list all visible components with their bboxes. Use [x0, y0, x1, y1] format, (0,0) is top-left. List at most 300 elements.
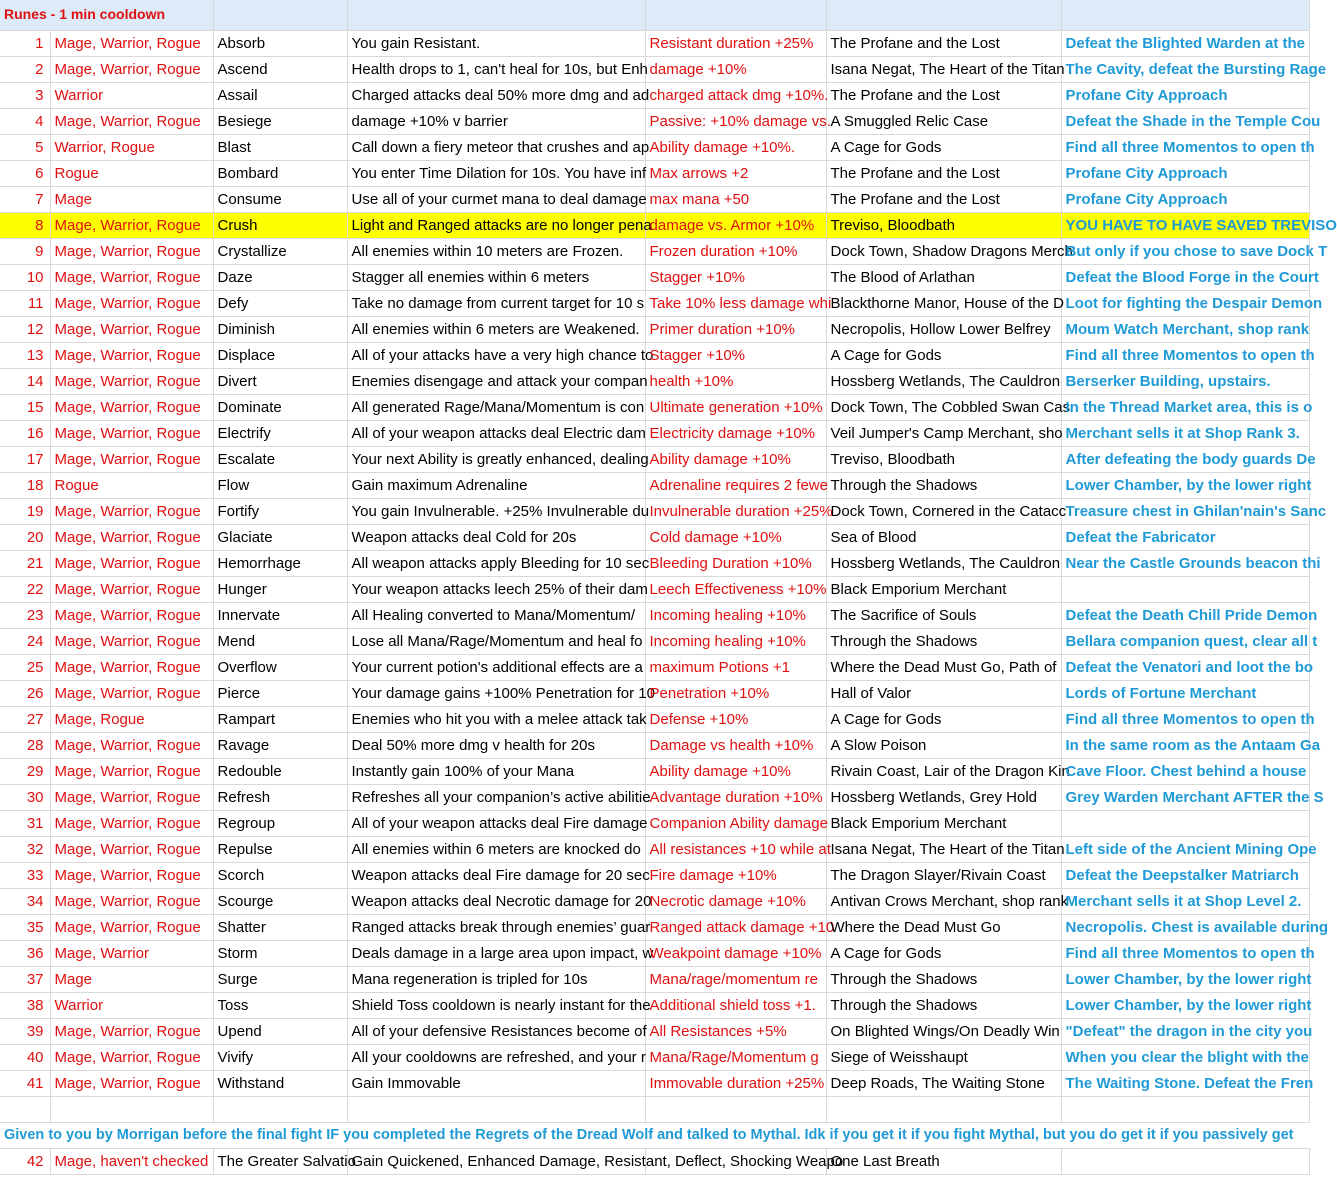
effect-cell[interactable]: damage +10% v barrier — [347, 108, 645, 134]
how-to-get-cell[interactable]: Defeat the Deepstalker Matriarch — [1061, 862, 1309, 888]
classes-cell[interactable]: Warrior — [50, 992, 213, 1018]
how-to-get-cell[interactable]: Cave Floor. Chest behind a house — [1061, 758, 1309, 784]
bonus-cell[interactable]: Damage vs health +10% — [645, 732, 826, 758]
row-number[interactable]: 13 — [0, 342, 50, 368]
how-to-get-cell[interactable]: Loot for fighting the Despair Demon — [1061, 290, 1309, 316]
classes-cell[interactable]: Mage, Warrior, Rogue — [50, 732, 213, 758]
bonus-cell[interactable]: damage +10% — [645, 56, 826, 82]
how-to-get-cell[interactable]: Find all three Momentos to open th — [1061, 706, 1309, 732]
location-cell[interactable]: The Sacrifice of Souls — [826, 602, 1061, 628]
rune-name-cell[interactable]: Crystallize — [213, 238, 347, 264]
effect-cell[interactable]: Refreshes all your companion’s active abilitie — [347, 784, 645, 810]
effect-cell[interactable]: All enemies within 10 meters are Frozen. — [347, 238, 645, 264]
rune-name-cell[interactable]: Rampart — [213, 706, 347, 732]
location-cell[interactable]: Veil Jumper's Camp Merchant, sho — [826, 420, 1061, 446]
row-number[interactable]: 20 — [0, 524, 50, 550]
location-cell[interactable]: Dock Town, The Cobbled Swan Cas — [826, 394, 1061, 420]
classes-cell[interactable]: Mage, Warrior, Rogue — [50, 524, 213, 550]
location-cell[interactable]: Isana Negat, The Heart of the Titan — [826, 56, 1061, 82]
effect-cell[interactable]: Health drops to 1, can't heal for 10s, but Enh — [347, 56, 645, 82]
row-number[interactable]: 32 — [0, 836, 50, 862]
location-cell[interactable]: A Slow Poison — [826, 732, 1061, 758]
location-cell[interactable]: Hossberg Wetlands, The Cauldron — [826, 550, 1061, 576]
row-number[interactable]: 38 — [0, 992, 50, 1018]
empty-cell[interactable] — [826, 1096, 1061, 1122]
classes-cell[interactable]: Mage, Warrior, Rogue — [50, 30, 213, 56]
row-number[interactable]: 42 — [0, 1148, 50, 1174]
location-cell[interactable]: The Profane and the Lost — [826, 186, 1061, 212]
classes-cell[interactable]: Mage, Warrior, Rogue — [50, 1070, 213, 1096]
classes-cell[interactable]: Mage, Warrior, Rogue — [50, 1044, 213, 1070]
effect-cell[interactable]: Take no damage from current target for 10 s — [347, 290, 645, 316]
row-number[interactable]: 11 — [0, 290, 50, 316]
how-to-get-cell[interactable]: But only if you chose to save Dock T — [1061, 238, 1309, 264]
rune-name-cell[interactable]: Assail — [213, 82, 347, 108]
row-number[interactable]: 24 — [0, 628, 50, 654]
row-number[interactable]: 35 — [0, 914, 50, 940]
how-to-get-cell[interactable]: When you clear the blight with the — [1061, 1044, 1309, 1070]
bonus-cell[interactable]: health +10% — [645, 368, 826, 394]
classes-cell[interactable]: Mage, Warrior, Rogue — [50, 654, 213, 680]
rune-name-cell[interactable]: Surge — [213, 966, 347, 992]
row-number[interactable]: 5 — [0, 134, 50, 160]
location-cell[interactable]: Dock Town, Shadow Dragons Merch — [826, 238, 1061, 264]
effect-cell[interactable]: Instantly gain 100% of your Mana — [347, 758, 645, 784]
bonus-cell[interactable]: max mana +50 — [645, 186, 826, 212]
morrigan-note[interactable]: Given to you by Morrigan before the final fight IF you completed the Regrets of the Dread Wolf and talked to Mythal. Idk if you get it if you fight Mythal, but you do get it if you passively get — [0, 1122, 1309, 1148]
effect-cell[interactable]: Charged attacks deal 50% more dmg and ad — [347, 82, 645, 108]
classes-cell[interactable]: Mage, Warrior, Rogue — [50, 316, 213, 342]
location-cell[interactable]: One Last Breath — [826, 1148, 1061, 1174]
effect-cell[interactable]: Weapon attacks deal Cold for 20s — [347, 524, 645, 550]
rune-name-cell[interactable]: The Greater Salvatio — [213, 1148, 347, 1174]
classes-cell[interactable]: Mage, Warrior, Rogue — [50, 914, 213, 940]
effect-cell[interactable]: Enemies disengage and attack your compan — [347, 368, 645, 394]
effect-cell[interactable]: All your cooldowns are refreshed, and your r — [347, 1044, 645, 1070]
effect-cell[interactable]: You enter Time Dilation for 10s. You have inf — [347, 160, 645, 186]
location-cell[interactable]: On Blighted Wings/On Deadly Win — [826, 1018, 1061, 1044]
rune-name-cell[interactable]: Divert — [213, 368, 347, 394]
row-number[interactable]: 10 — [0, 264, 50, 290]
effect-cell[interactable]: Your damage gains +100% Penetration for 10 — [347, 680, 645, 706]
empty-cell[interactable] — [50, 1096, 213, 1122]
classes-cell[interactable]: Mage, Warrior, Rogue — [50, 784, 213, 810]
rune-name-cell[interactable]: Repulse — [213, 836, 347, 862]
classes-cell[interactable]: Mage, Warrior, Rogue — [50, 1018, 213, 1044]
classes-cell[interactable]: Mage, haven't checked — [50, 1148, 213, 1174]
effect-cell[interactable]: Weapon attacks deal Necrotic damage for 20 — [347, 888, 645, 914]
rune-name-cell[interactable]: Mend — [213, 628, 347, 654]
how-to-get-cell[interactable]: Defeat the Fabricator — [1061, 524, 1309, 550]
rune-name-cell[interactable]: Displace — [213, 342, 347, 368]
rune-name-cell[interactable]: Daze — [213, 264, 347, 290]
classes-cell[interactable]: Mage, Warrior, Rogue — [50, 550, 213, 576]
rune-name-cell[interactable]: Vivify — [213, 1044, 347, 1070]
location-cell[interactable]: Isana Negat, The Heart of the Titan — [826, 836, 1061, 862]
row-number[interactable]: 28 — [0, 732, 50, 758]
row-number[interactable]: 7 — [0, 186, 50, 212]
rune-name-cell[interactable]: Besiege — [213, 108, 347, 134]
rune-name-cell[interactable]: Toss — [213, 992, 347, 1018]
location-cell[interactable]: Blackthorne Manor, House of the D — [826, 290, 1061, 316]
how-to-get-cell[interactable]: Grey Warden Merchant AFTER the S — [1061, 784, 1309, 810]
bonus-cell[interactable]: Additional shield toss +1. — [645, 992, 826, 1018]
how-to-get-cell[interactable]: Near the Castle Grounds beacon thi — [1061, 550, 1309, 576]
how-to-get-cell[interactable]: Defeat the Blood Forge in the Court — [1061, 264, 1309, 290]
bonus-cell[interactable]: Ability damage +10%. — [645, 134, 826, 160]
effect-cell[interactable]: Weapon attacks deal Fire damage for 20 sec — [347, 862, 645, 888]
classes-cell[interactable]: Mage, Warrior, Rogue — [50, 836, 213, 862]
row-number[interactable]: 19 — [0, 498, 50, 524]
effect-cell[interactable]: All Healing converted to Mana/Momentum/ — [347, 602, 645, 628]
bonus-cell[interactable]: Take 10% less damage whi — [645, 290, 826, 316]
how-to-get-cell[interactable]: Profane City Approach — [1061, 160, 1309, 186]
row-number[interactable]: 23 — [0, 602, 50, 628]
bonus-cell[interactable]: Adrenaline requires 2 fewe — [645, 472, 826, 498]
bonus-cell[interactable]: All Resistances +5% — [645, 1018, 826, 1044]
bonus-cell[interactable]: All resistances +10 while at — [645, 836, 826, 862]
rune-name-cell[interactable]: Redouble — [213, 758, 347, 784]
row-number[interactable]: 36 — [0, 940, 50, 966]
how-to-get-cell[interactable]: Lower Chamber, by the lower right — [1061, 472, 1309, 498]
location-cell[interactable]: A Cage for Gods — [826, 342, 1061, 368]
location-cell[interactable]: The Blood of Arlathan — [826, 264, 1061, 290]
row-number[interactable]: 3 — [0, 82, 50, 108]
rune-name-cell[interactable]: Storm — [213, 940, 347, 966]
rune-name-cell[interactable]: Shatter — [213, 914, 347, 940]
location-cell[interactable]: Black Emporium Merchant — [826, 810, 1061, 836]
bonus-cell[interactable]: Incoming healing +10% — [645, 602, 826, 628]
location-cell[interactable]: The Profane and the Lost — [826, 30, 1061, 56]
rune-name-cell[interactable]: Absorb — [213, 30, 347, 56]
location-cell[interactable]: Antivan Crows Merchant, shop rank — [826, 888, 1061, 914]
row-number[interactable]: 22 — [0, 576, 50, 602]
effect-cell[interactable]: All of your defensive Resistances become of — [347, 1018, 645, 1044]
classes-cell[interactable]: Mage — [50, 966, 213, 992]
how-to-get-cell[interactable]: In the same room as the Antaam Ga — [1061, 732, 1309, 758]
classes-cell[interactable]: Mage, Warrior, Rogue — [50, 394, 213, 420]
row-number[interactable]: 21 — [0, 550, 50, 576]
bonus-cell[interactable]: Electricity damage +10% — [645, 420, 826, 446]
how-to-get-cell[interactable]: Profane City Approach — [1061, 82, 1309, 108]
bonus-cell[interactable]: Bleeding Duration +10% — [645, 550, 826, 576]
bonus-cell[interactable]: Penetration +10% — [645, 680, 826, 706]
effect-cell[interactable]: All weapon attacks apply Bleeding for 10 sec — [347, 550, 645, 576]
location-cell[interactable]: The Dragon Slayer/Rivain Coast — [826, 862, 1061, 888]
location-cell[interactable]: A Cage for Gods — [826, 940, 1061, 966]
row-number[interactable]: 16 — [0, 420, 50, 446]
row-number[interactable]: 30 — [0, 784, 50, 810]
bonus-cell[interactable]: Frozen duration +10% — [645, 238, 826, 264]
rune-name-cell[interactable]: Ravage — [213, 732, 347, 758]
empty-cell[interactable] — [1061, 1096, 1309, 1122]
rune-name-cell[interactable]: Glaciate — [213, 524, 347, 550]
row-number[interactable]: 2 — [0, 56, 50, 82]
bonus-cell[interactable]: damage vs. Armor +10% — [645, 212, 826, 238]
location-cell[interactable]: Sea of Blood — [826, 524, 1061, 550]
location-cell[interactable]: Rivain Coast, Lair of the Dragon Kin — [826, 758, 1061, 784]
location-cell[interactable]: Through the Shadows — [826, 992, 1061, 1018]
classes-cell[interactable]: Warrior, Rogue — [50, 134, 213, 160]
bonus-cell[interactable]: Ranged attack damage +10 — [645, 914, 826, 940]
location-cell[interactable]: The Profane and the Lost — [826, 82, 1061, 108]
row-number[interactable]: 25 — [0, 654, 50, 680]
row-number[interactable]: 18 — [0, 472, 50, 498]
how-to-get-cell[interactable]: Profane City Approach — [1061, 186, 1309, 212]
header-cell[interactable] — [347, 0, 645, 30]
classes-cell[interactable]: Mage, Rogue — [50, 706, 213, 732]
empty-cell[interactable] — [645, 1096, 826, 1122]
rune-name-cell[interactable]: Defy — [213, 290, 347, 316]
classes-cell[interactable]: Mage, Warrior, Rogue — [50, 602, 213, 628]
bonus-cell[interactable]: Ability damage +10% — [645, 446, 826, 472]
empty-cell[interactable] — [213, 1096, 347, 1122]
how-to-get-cell[interactable]: Defeat the Venatori and loot the bo — [1061, 654, 1309, 680]
effect-cell[interactable]: Ranged attacks break through enemies’ guar — [347, 914, 645, 940]
empty-cell[interactable] — [0, 1096, 50, 1122]
location-cell[interactable]: A Cage for Gods — [826, 706, 1061, 732]
rune-name-cell[interactable]: Electrify — [213, 420, 347, 446]
bonus-cell[interactable]: Incoming healing +10% — [645, 628, 826, 654]
bonus-cell[interactable]: Mana/rage/momentum re — [645, 966, 826, 992]
bonus-cell[interactable]: Leech Effectiveness +10% — [645, 576, 826, 602]
location-cell[interactable]: Through the Shadows — [826, 472, 1061, 498]
row-number[interactable]: 12 — [0, 316, 50, 342]
rune-name-cell[interactable]: Hunger — [213, 576, 347, 602]
classes-cell[interactable]: Rogue — [50, 472, 213, 498]
bonus-cell[interactable]: Fire damage +10% — [645, 862, 826, 888]
header-cell[interactable] — [213, 0, 347, 30]
bonus-cell[interactable]: Max arrows +2 — [645, 160, 826, 186]
effect-cell[interactable]: All generated Rage/Mana/Momentum is con — [347, 394, 645, 420]
row-number[interactable]: 15 — [0, 394, 50, 420]
bonus-cell[interactable]: maximum Potions +1 — [645, 654, 826, 680]
classes-cell[interactable]: Mage, Warrior — [50, 940, 213, 966]
classes-cell[interactable]: Mage, Warrior, Rogue — [50, 342, 213, 368]
bonus-cell[interactable]: Advantage duration +10% — [645, 784, 826, 810]
effect-cell[interactable]: You gain Invulnerable. +25% Invulnerable du — [347, 498, 645, 524]
how-to-get-cell[interactable]: After defeating the body guards De — [1061, 446, 1309, 472]
effect-cell[interactable]: Use all of your curmet mana to deal damage — [347, 186, 645, 212]
how-to-get-cell[interactable]: Berserker Building, upstairs. — [1061, 368, 1309, 394]
location-cell[interactable]: Through the Shadows — [826, 966, 1061, 992]
how-to-get-cell[interactable]: Necropolis. Chest is available during — [1061, 914, 1309, 940]
location-cell[interactable]: A Cage for Gods — [826, 134, 1061, 160]
row-number[interactable]: 8 — [0, 212, 50, 238]
rune-name-cell[interactable]: Ascend — [213, 56, 347, 82]
effect-cell[interactable]: Gain maximum Adrenaline — [347, 472, 645, 498]
location-cell[interactable]: Siege of Weisshaupt — [826, 1044, 1061, 1070]
row-number[interactable]: 33 — [0, 862, 50, 888]
rune-name-cell[interactable]: Escalate — [213, 446, 347, 472]
how-to-get-cell[interactable] — [1061, 1148, 1309, 1174]
row-number[interactable]: 26 — [0, 680, 50, 706]
row-number[interactable]: 17 — [0, 446, 50, 472]
bonus-cell[interactable]: Companion Ability damage — [645, 810, 826, 836]
classes-cell[interactable]: Mage, Warrior, Rogue — [50, 420, 213, 446]
how-to-get-cell[interactable]: YOU HAVE TO HAVE SAVED TREVISO — [1061, 212, 1309, 238]
effect-cell[interactable]: Enemies who hit you with a melee attack tak — [347, 706, 645, 732]
bonus-cell[interactable]: Ultimate generation +10% — [645, 394, 826, 420]
row-number[interactable]: 29 — [0, 758, 50, 784]
how-to-get-cell[interactable]: Find all three Momentos to open th — [1061, 940, 1309, 966]
how-to-get-cell[interactable]: Lower Chamber, by the lower right — [1061, 966, 1309, 992]
effect-cell[interactable]: You gain Resistant. — [347, 30, 645, 56]
location-cell[interactable]: Deep Roads, The Waiting Stone — [826, 1070, 1061, 1096]
how-to-get-cell[interactable]: Lords of Fortune Merchant — [1061, 680, 1309, 706]
location-cell[interactable]: Hall of Valor — [826, 680, 1061, 706]
effect-cell[interactable]: Deal 50% more dmg v health for 20s — [347, 732, 645, 758]
row-number[interactable]: 1 — [0, 30, 50, 56]
location-cell[interactable]: Hossberg Wetlands, Grey Hold — [826, 784, 1061, 810]
how-to-get-cell[interactable]: Bellara companion quest, clear all t — [1061, 628, 1309, 654]
effect-cell[interactable]: All enemies within 6 meters are knocked do — [347, 836, 645, 862]
effect-cell[interactable]: Deals damage in a large area upon impact, w — [347, 940, 645, 966]
how-to-get-cell[interactable]: Left side of the Ancient Mining Ope — [1061, 836, 1309, 862]
how-to-get-cell[interactable]: Merchant sells it at Shop Rank 3. — [1061, 420, 1309, 446]
classes-cell[interactable]: Mage, Warrior, Rogue — [50, 862, 213, 888]
effect-cell[interactable]: Gain Quickened, Enhanced Damage, Resistant, Deflect, Shocking Weapo — [347, 1148, 645, 1174]
effect-cell[interactable]: Shield Toss cooldown is nearly instant for the — [347, 992, 645, 1018]
location-cell[interactable]: Necropolis, Hollow Lower Belfrey — [826, 316, 1061, 342]
row-number[interactable]: 31 — [0, 810, 50, 836]
rune-name-cell[interactable]: Dominate — [213, 394, 347, 420]
bonus-cell[interactable]: Immovable duration +25% — [645, 1070, 826, 1096]
row-number[interactable]: 6 — [0, 160, 50, 186]
location-cell[interactable]: Through the Shadows — [826, 628, 1061, 654]
classes-cell[interactable]: Mage, Warrior, Rogue — [50, 576, 213, 602]
how-to-get-cell[interactable]: In the Thread Market area, this is o — [1061, 394, 1309, 420]
bonus-cell[interactable]: Stagger +10% — [645, 264, 826, 290]
rune-name-cell[interactable]: Scourge — [213, 888, 347, 914]
effect-cell[interactable]: Mana regeneration is tripled for 10s — [347, 966, 645, 992]
header-cell[interactable] — [1061, 0, 1309, 30]
how-to-get-cell[interactable]: Treasure chest in Ghilan'nain's Sanc — [1061, 498, 1309, 524]
bonus-cell[interactable]: Resistant duration +25% — [645, 30, 826, 56]
effect-cell[interactable]: Stagger all enemies within 6 meters — [347, 264, 645, 290]
effect-cell[interactable]: Gain Immovable — [347, 1070, 645, 1096]
how-to-get-cell[interactable]: Defeat the Blighted Warden at the — [1061, 30, 1309, 56]
location-cell[interactable]: The Profane and the Lost — [826, 160, 1061, 186]
rune-name-cell[interactable]: Hemorrhage — [213, 550, 347, 576]
classes-cell[interactable]: Mage — [50, 186, 213, 212]
bonus-cell[interactable]: Mana/Rage/Momentum g — [645, 1044, 826, 1070]
effect-cell[interactable]: All of your weapon attacks deal Electric dam — [347, 420, 645, 446]
effect-cell[interactable]: All of your weapon attacks deal Fire damage — [347, 810, 645, 836]
classes-cell[interactable]: Mage, Warrior, Rogue — [50, 888, 213, 914]
effect-cell[interactable]: Lose all Mana/Rage/Momentum and heal fo — [347, 628, 645, 654]
classes-cell[interactable]: Mage, Warrior, Rogue — [50, 680, 213, 706]
row-number[interactable]: 41 — [0, 1070, 50, 1096]
how-to-get-cell[interactable]: The Waiting Stone. Defeat the Fren — [1061, 1070, 1309, 1096]
effect-cell[interactable]: All enemies within 6 meters are Weakened. — [347, 316, 645, 342]
classes-cell[interactable]: Mage, Warrior, Rogue — [50, 446, 213, 472]
row-number[interactable]: 14 — [0, 368, 50, 394]
row-number[interactable]: 40 — [0, 1044, 50, 1070]
how-to-get-cell[interactable] — [1061, 810, 1309, 836]
classes-cell[interactable]: Mage, Warrior, Rogue — [50, 368, 213, 394]
rune-name-cell[interactable]: Scorch — [213, 862, 347, 888]
rune-name-cell[interactable]: Withstand — [213, 1070, 347, 1096]
rune-name-cell[interactable]: Flow — [213, 472, 347, 498]
classes-cell[interactable]: Mage, Warrior, Rogue — [50, 108, 213, 134]
row-number[interactable]: 34 — [0, 888, 50, 914]
row-number[interactable]: 27 — [0, 706, 50, 732]
classes-cell[interactable]: Mage, Warrior, Rogue — [50, 56, 213, 82]
how-to-get-cell[interactable]: Moum Watch Merchant, shop rank — [1061, 316, 1309, 342]
bonus-cell[interactable]: Defense +10% — [645, 706, 826, 732]
bonus-cell[interactable]: Cold damage +10% — [645, 524, 826, 550]
rune-name-cell[interactable]: Pierce — [213, 680, 347, 706]
classes-cell[interactable]: Mage, Warrior, Rogue — [50, 238, 213, 264]
rune-name-cell[interactable]: Bombard — [213, 160, 347, 186]
bonus-cell[interactable]: Passive: +10% damage vs. — [645, 108, 826, 134]
classes-cell[interactable]: Mage, Warrior, Rogue — [50, 758, 213, 784]
bonus-cell[interactable]: charged attack dmg +10%. — [645, 82, 826, 108]
classes-cell[interactable]: Warrior — [50, 82, 213, 108]
bonus-cell[interactable]: Weakpoint damage +10% — [645, 940, 826, 966]
rune-name-cell[interactable]: Diminish — [213, 316, 347, 342]
bonus-cell[interactable]: Invulnerable duration +25% — [645, 498, 826, 524]
how-to-get-cell[interactable]: Merchant sells it at Shop Level 2. — [1061, 888, 1309, 914]
location-cell[interactable]: Hossberg Wetlands, The Cauldron — [826, 368, 1061, 394]
effect-cell[interactable]: Your current potion's additional effects are a — [347, 654, 645, 680]
effect-cell[interactable]: Your next Ability is greatly enhanced, dealing — [347, 446, 645, 472]
location-cell[interactable]: A Smuggled Relic Case — [826, 108, 1061, 134]
effect-cell[interactable]: Light and Ranged attacks are no longer pena — [347, 212, 645, 238]
location-cell[interactable]: Dock Town, Cornered in the Catacc — [826, 498, 1061, 524]
header-cell[interactable] — [645, 0, 826, 30]
location-cell[interactable]: Treviso, Bloodbath — [826, 446, 1061, 472]
bonus-cell[interactable]: Ability damage +10% — [645, 758, 826, 784]
classes-cell[interactable]: Mage, Warrior, Rogue — [50, 498, 213, 524]
effect-cell[interactable]: Your weapon attacks leech 25% of their dam — [347, 576, 645, 602]
location-cell[interactable]: Black Emporium Merchant — [826, 576, 1061, 602]
rune-name-cell[interactable]: Blast — [213, 134, 347, 160]
bonus-cell[interactable]: Primer duration +10% — [645, 316, 826, 342]
bonus-cell[interactable]: Stagger +10% — [645, 342, 826, 368]
rune-name-cell[interactable]: Crush — [213, 212, 347, 238]
empty-cell[interactable] — [347, 1096, 645, 1122]
classes-cell[interactable]: Rogue — [50, 160, 213, 186]
row-number[interactable]: 39 — [0, 1018, 50, 1044]
rune-name-cell[interactable]: Consume — [213, 186, 347, 212]
header-cell[interactable] — [826, 0, 1061, 30]
how-to-get-cell[interactable]: Defeat the Death Chill Pride Demon — [1061, 602, 1309, 628]
rune-name-cell[interactable]: Refresh — [213, 784, 347, 810]
how-to-get-cell[interactable]: Lower Chamber, by the lower right — [1061, 992, 1309, 1018]
location-cell[interactable]: Treviso, Bloodbath — [826, 212, 1061, 238]
classes-cell[interactable]: Mage, Warrior, Rogue — [50, 290, 213, 316]
how-to-get-cell[interactable]: Find all three Momentos to open th — [1061, 134, 1309, 160]
effect-cell[interactable]: Call down a fiery meteor that crushes and ap — [347, 134, 645, 160]
how-to-get-cell[interactable]: Find all three Momentos to open th — [1061, 342, 1309, 368]
how-to-get-cell[interactable]: Defeat the Shade in the Temple Cou — [1061, 108, 1309, 134]
rune-name-cell[interactable]: Innervate — [213, 602, 347, 628]
classes-cell[interactable]: Mage, Warrior, Rogue — [50, 810, 213, 836]
classes-cell[interactable]: Mage, Warrior, Rogue — [50, 212, 213, 238]
rune-name-cell[interactable]: Overflow — [213, 654, 347, 680]
rune-name-cell[interactable]: Regroup — [213, 810, 347, 836]
rune-name-cell[interactable]: Upend — [213, 1018, 347, 1044]
location-cell[interactable]: Where the Dead Must Go, Path of — [826, 654, 1061, 680]
row-number[interactable]: 9 — [0, 238, 50, 264]
rune-name-cell[interactable]: Fortify — [213, 498, 347, 524]
sheet-title[interactable]: Runes - 1 min cooldown — [0, 0, 213, 30]
location-cell[interactable]: Where the Dead Must Go — [826, 914, 1061, 940]
classes-cell[interactable]: Mage, Warrior, Rogue — [50, 628, 213, 654]
classes-cell[interactable]: Mage, Warrior, Rogue — [50, 264, 213, 290]
